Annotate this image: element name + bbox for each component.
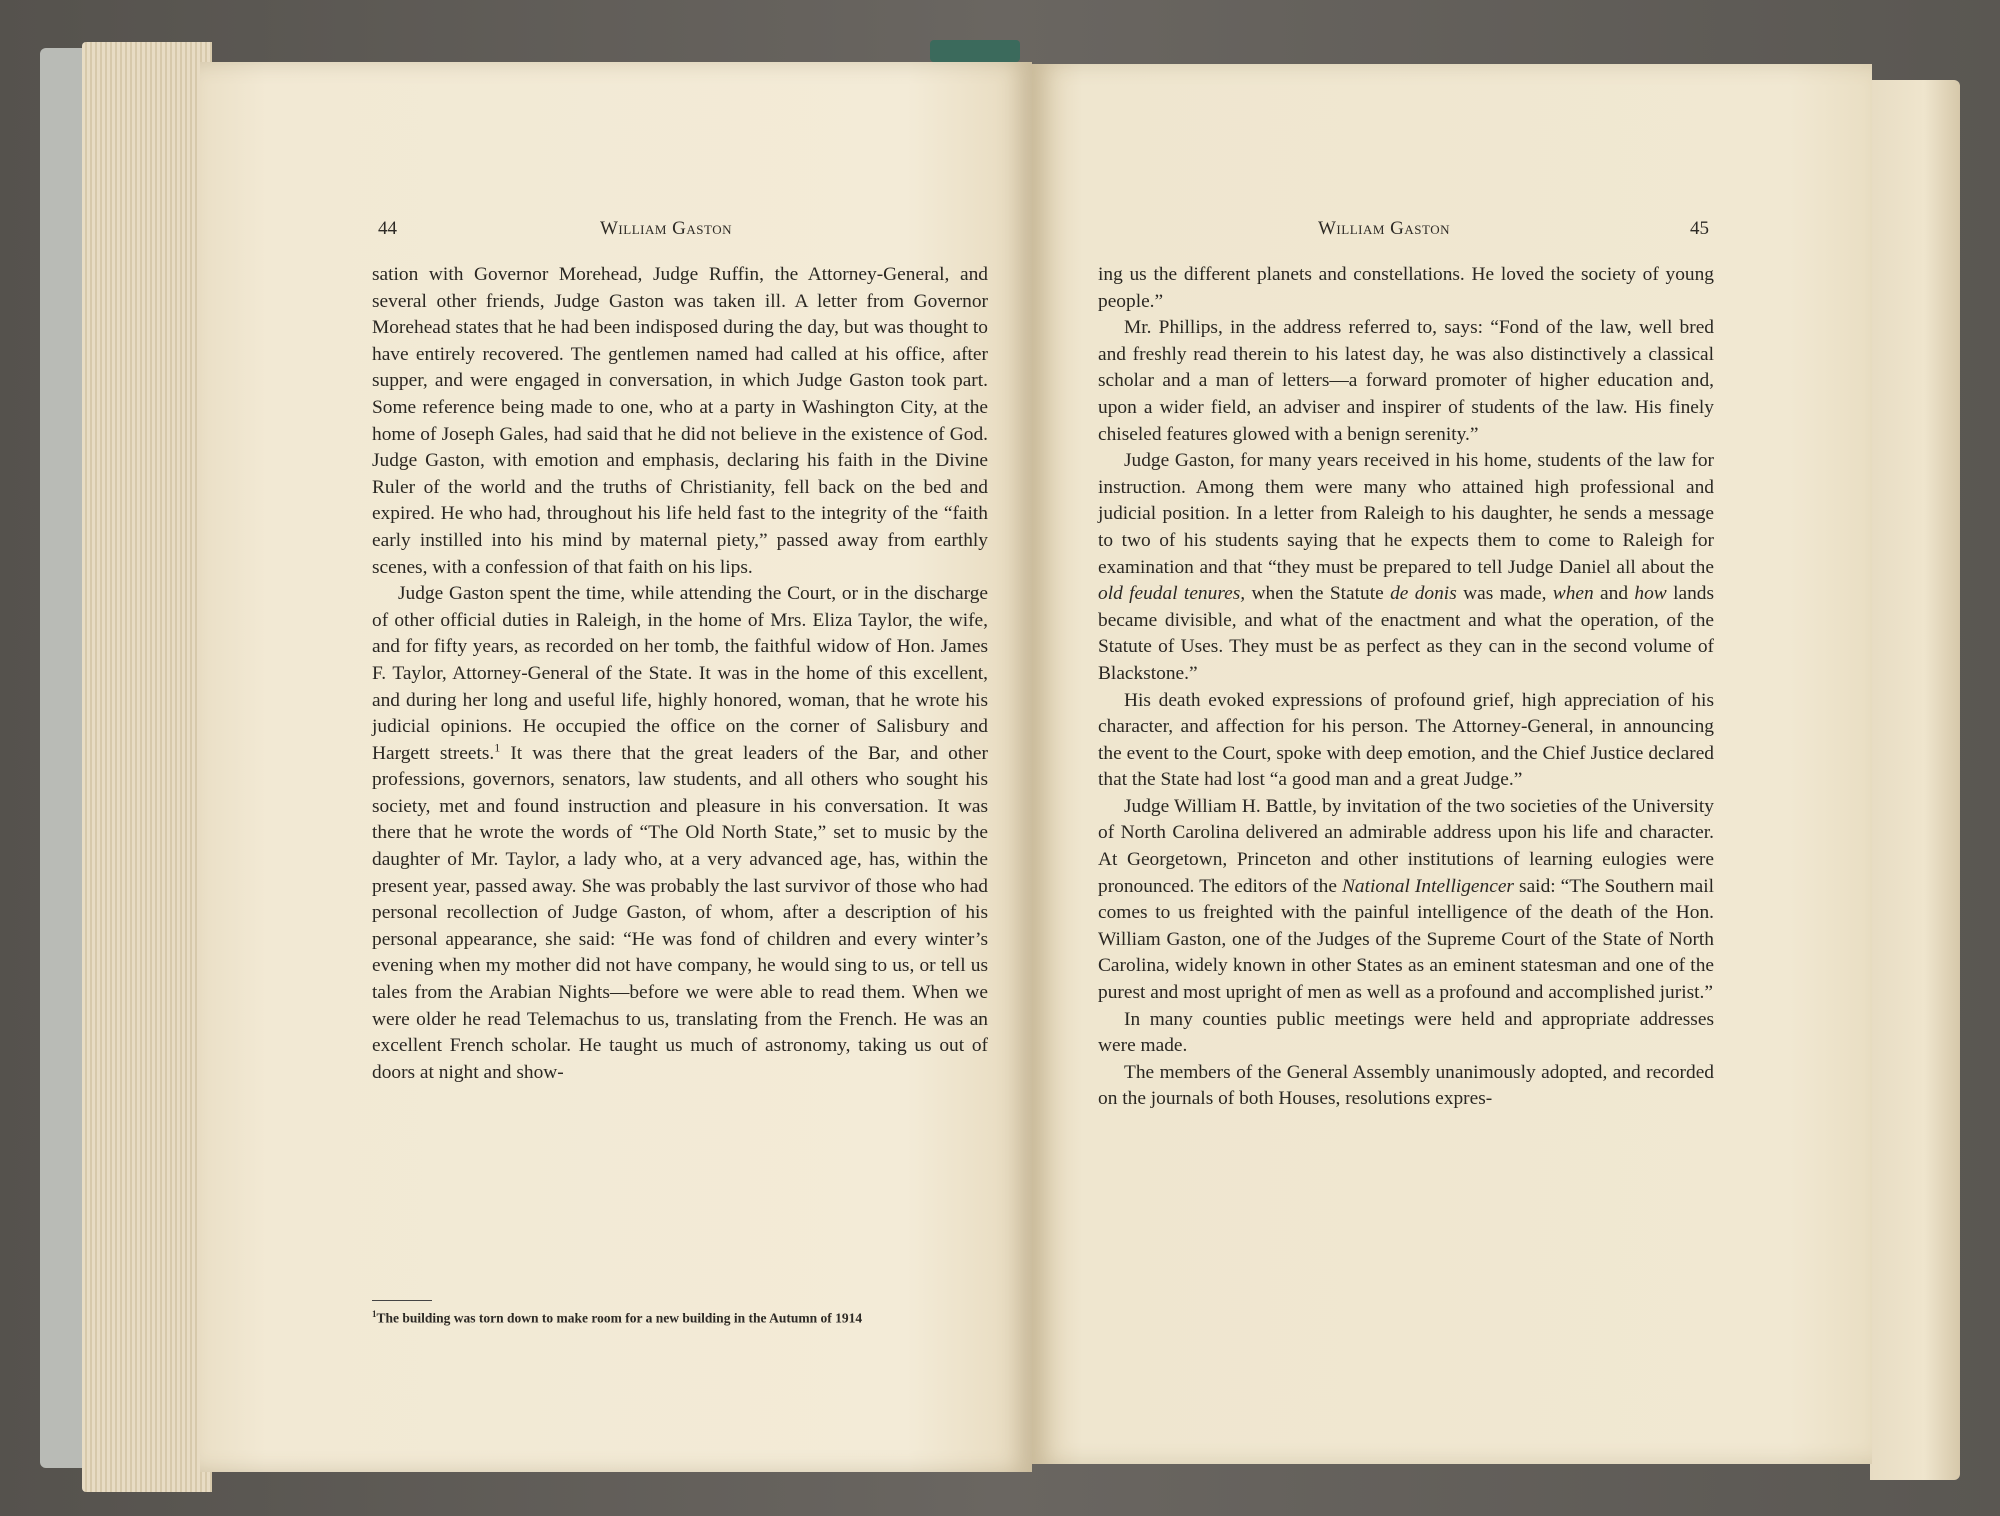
page-stack-edge: [82, 42, 212, 1492]
right-p3-italic-3: when: [1552, 583, 1594, 605]
left-paragraph-2-cont: It was there that the great leaders of the Bar, and other professions, governors, senators, law students, and all others who sought his society, met and found instruction and pleasure in his conversation. It was there that he wrote the words of “The Old North State,” set to music by the daughter of Mr. Taylor, a lady who, at a very advanced age, has, within the present year, passed away. She was probably the last survivor of those who had personal recollection of Judge Gaston, of whom, after a description of his personal appearance, she said: “He was fond of children and every winter’s evening when my mother did not have company, he would sing to us, or tell us tales from the Arabian Nights—before we were able to read them. When we were older he read Telemachus to us, translating from the French. He was an excellent French scholar. He taught us much of astronomy, taking us out of doors at night and show-: [372, 742, 988, 1083]
right-paragraph-2: Mr. Phillips, in the address referred to, says: “Fond of the law, well bred and freshly read therein to his latest day, he was also distinctively a classical scholar and a man of letters—a forward promoter of higher education and, upon a wider field, an adviser and inspirer of students of the law. His finely chiseled features glowed with a benign serenity.”: [1098, 317, 1714, 445]
right-p3-b: when the Statute: [1245, 583, 1391, 605]
right-p5-a: Judge William H. Battle, by invitation of the two societies of the University of North Carolina delivered an admirable address upon his life and character. At Georgetown, Princeton and other institutions of learning eulogies were pronounced. The editors of the: [1098, 795, 1714, 897]
right-p5-italic: National Intelligencer: [1342, 875, 1514, 897]
right-p3-e: lands became divisible, and what of the enactment and what the operation, of the Statute of Uses. They must be as perfect as they can in the second volume of Blackstone.”: [1098, 583, 1715, 684]
book-spine-top: [930, 40, 1020, 62]
right-paragraph-4: His death evoked expressions of profound grief, high appreciation of his character, and affection for his person. The Attorney-General, in announcing the event to the Court, spoke with deep emotion, and the Chief Justice declared that the State had lost “a good man and a great Judge.”: [1098, 689, 1714, 791]
right-page-number: 45: [1690, 218, 1709, 239]
right-paragraph-5: [1098, 794, 1714, 1007]
left-running-head: William Gaston: [600, 218, 732, 239]
left-page-number: 44: [378, 218, 397, 239]
right-running-head: William Gaston: [1318, 218, 1450, 239]
left-paragraph-2: [372, 581, 988, 1086]
right-paragraph-6: In many counties public meetings were held and appropriate addresses were made.: [1098, 1008, 1714, 1057]
footnote: [372, 1304, 992, 1329]
footnote-number: 1: [372, 1309, 377, 1319]
right-paragraph-7: The members of the General Assembly unanimously adopted, and recorded on the journals of both Houses, resolutions expres-: [1098, 1061, 1714, 1110]
right-paragraph-3: [1098, 448, 1714, 687]
right-page-text: [1098, 262, 1714, 1113]
right-p3-d: and: [1593, 583, 1635, 605]
right-paragraph-1: ing us the different planets and constellations. He loved the society of young people.”: [1098, 264, 1714, 312]
right-p3-italic-4: how: [1634, 583, 1667, 605]
left-paragraph-1: sation with Governor Morehead, Judge Ruffin, the Attorney-General, and several other friends, Judge Gaston was taken ill. A letter from Governor Morehead states that he had been indisposed during the day, but was thought to have entirely recovered. The gentlemen named had called at his office, after supper, and were engaged in conversation, in which Judge Gaston took part. Some reference being made to one, who at a party in Washington City, at the home of Joseph Gales, had said that he did not believe in the existence of God. Judge Gaston, with emotion and emphasis, declaring his faith in the Divine Ruler of the world and the truths of Christianity, fell back on the bed and expired. He who had, throughout his life held fast to the integrity of the “faith early instilled into his mind by maternal piety,” passed away from earthly scenes, with a confession of that faith on his lips.: [372, 264, 988, 578]
right-p3-italic-2: de donis: [1390, 583, 1457, 605]
right-p5-b: said: “The Southern mail comes to us freighted with the painful intelligence of the death of the Hon. William Gaston, one of the Judges of the Supreme Court of the State of North Carolina, widely known in other States as an eminent statesman and one of the purest and most upright of men as well as a profound and accomplished jurist.”: [1098, 875, 1714, 1004]
footnote-marker: 1: [494, 740, 501, 755]
footnote-rule: [372, 1300, 432, 1301]
right-page-stack-edge: [1870, 80, 1960, 1480]
left-page-text: [372, 262, 988, 1086]
right-p3-c: was made,: [1456, 583, 1553, 605]
left-paragraph-2-text: Judge Gaston spent the time, while attending the Court, or in the discharge of other official duties in Raleigh, in the home of Mrs. Eliza Taylor, the wife, and for fifty years, as recorded on her tomb, the faithful widow of Hon. James F. Taylor, Attorney-General of the State. It was in the home of this excellent, and during her long and useful life, highly honored, woman, that he wrote his judicial opinions. He occupied the office on the corner of Salisbury and Hargett streets.: [372, 583, 988, 764]
right-p3-a: Judge Gaston, for many years received in his home, students of the law for instruction. Among them were many who attained high professional and judicial position. In a letter from Raleigh to his daughter, he sends a message to two of his students saying that he expects them to come to Raleigh for examination and that “they must be prepared to tell Judge Daniel all about the: [1098, 450, 1714, 578]
footnote-text: The building was torn down to make room for a new building in the Autumn of 1914: [376, 1310, 863, 1326]
right-p3-italic-1: old feudal tenures,: [1098, 583, 1246, 605]
